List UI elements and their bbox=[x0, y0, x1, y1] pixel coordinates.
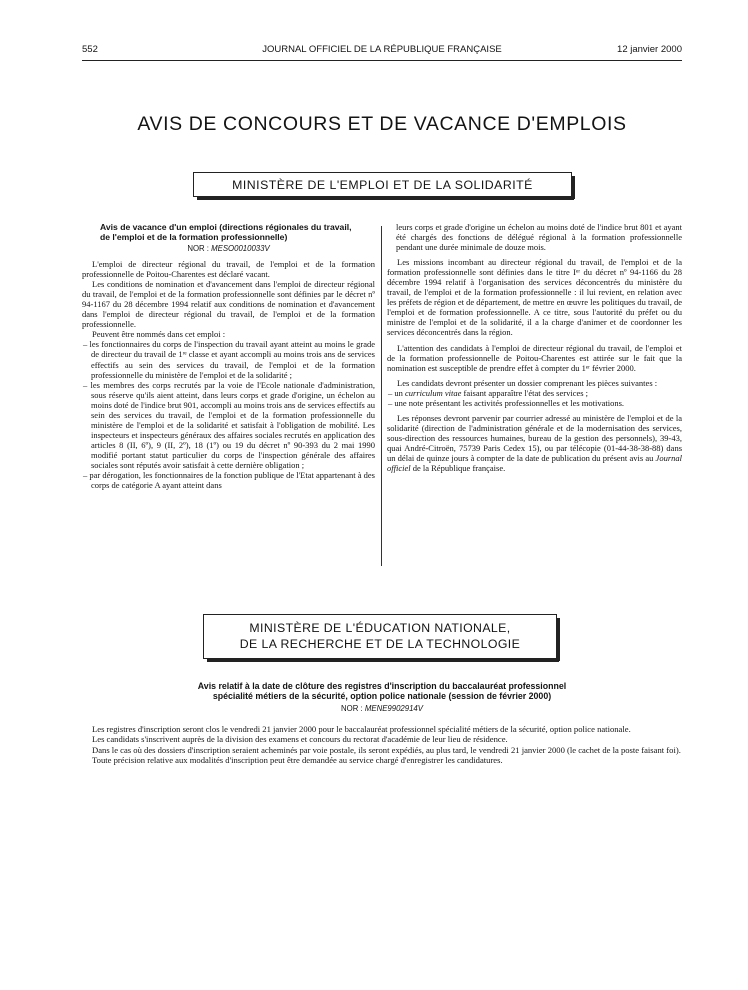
ministry-title-line: DE LA RECHERCHE ET DE LA TECHNOLOGIE bbox=[239, 637, 521, 651]
text: faisant apparaître l'état des services ; bbox=[461, 387, 589, 398]
paragraph: Dans le cas où des dossiers d'inscription seraient acheminés par voie postale, ils seront expédiés, au plus tard, le vendredi 21 janvier 2000 (le cachet de la poste faisant foi). bbox=[92, 744, 681, 755]
box-shadow-bottom bbox=[197, 197, 574, 200]
ministry-title-line: MINISTÈRE DE L'ÉDUCATION NATIONALE, bbox=[249, 621, 511, 635]
article-title-line: Avis relatif à la date de clôture des registres d'inscription du baccalauréat professionnel bbox=[197, 681, 567, 691]
text: Les réponses devront parvenir par courrier adressé au ministère de l'emploi et de la solidarité (direction de l'administration générale et de la modernisation des services, sous-direction des ressources humaines, bureau de la gestion des personnels), 39-43, quai André-Citroën, 75739 Paris Cedex 15), ou par télécopie (01-44-38-38-88) dans un délai de quinze jours à compter de la date de publication du présent avis au bbox=[387, 412, 682, 463]
article-title-line: spécialité métiers de la sécurité, option police nationale (session de février 2000) bbox=[212, 691, 552, 702]
emphasis: curriculum vitae bbox=[405, 387, 462, 398]
main-title: AVIS DE CONCOURS ET DE VACANCE D'EMPLOIS bbox=[137, 113, 627, 135]
column-divider bbox=[381, 226, 382, 566]
publication-date: 12 janvier 2000 bbox=[617, 44, 682, 55]
article-title: Avis de vacance d'un emploi (directions régionales du travail, de l'emploi et de la formation professionnelle) bbox=[100, 222, 352, 242]
nor-reference bbox=[82, 244, 375, 254]
paragraph: L'attention des candidats à l'emploi de directeur régional du travail, de l'emploi et de la formation professionnelle de Poitou-Charentes est attirée sur le fait que la nomination est susceptible de prendre effet à compter du 1ᵉʳ février 2000. bbox=[387, 342, 682, 373]
box-shadow-right bbox=[557, 618, 560, 661]
paragraph bbox=[387, 413, 682, 473]
paragraph: Toute précision relative aux modalités d'inscription peut être demandée au service chargé d'enregistrer les candidatures. bbox=[92, 755, 503, 765]
page-number: 552 bbox=[82, 44, 98, 55]
nor-label: NOR : bbox=[341, 703, 363, 713]
nor-label: NOR : bbox=[187, 244, 209, 253]
list-item: – une note présentant les activités professionnelles et les motivations. bbox=[388, 397, 625, 408]
list-item: – par dérogation, les fonctionnaires de la fonction publique de l'Etat appartenant à des corps de catégorie A ayant atteint dans bbox=[83, 470, 375, 491]
nor-code: MESO0010033V bbox=[211, 244, 270, 253]
emphasis: Journal officiel bbox=[387, 452, 682, 474]
paragraph: Les candidats s'inscrivent auprès de la division des examens et concours du rectorat d'académie de leur lieu de résidence. bbox=[92, 734, 508, 745]
list-item bbox=[387, 388, 682, 398]
ministry-box-emploi bbox=[193, 172, 572, 197]
nor-reference bbox=[82, 704, 682, 714]
page-header bbox=[82, 44, 682, 60]
text: de la République française. bbox=[410, 463, 506, 474]
box-shadow-right bbox=[572, 176, 575, 199]
paragraph: Peuvent être nommés dans cet emploi : bbox=[92, 329, 226, 340]
ministry-box-education bbox=[203, 614, 557, 659]
paragraph: L'emploi de directeur régional du travail, de l'emploi et de la formation professionnelle de Poitou-Charentes est déclaré vacant. bbox=[82, 259, 375, 280]
list-item: – les fonctionnaires du corps de l'inspection du travail ayant atteint au moins le grade de directeur du travail de 1ʳᵉ classe et ayant accompli au moins trois ans de services effectifs au sein des services du travail, de l'emploi et de la formation professionnelle du ministère de l'emploi et de la solidarité ; bbox=[83, 339, 375, 380]
paragraph: Les registres d'inscription seront clos le vendredi 21 janvier 2000 pour le baccalauréat professionnel spécialité métiers de la sécurité, option police nationale. bbox=[92, 724, 631, 735]
paragraph: Les candidats devront présenter un dossier comprenant les pièces suivantes : bbox=[397, 377, 658, 388]
ministry-title: MINISTÈRE DE L'EMPLOI ET DE LA SOLIDARITÉ bbox=[232, 178, 533, 192]
header-rule bbox=[82, 60, 682, 61]
text: – un bbox=[388, 387, 405, 398]
nor-code: MENE9902914V bbox=[364, 703, 423, 713]
box-shadow-bottom bbox=[207, 659, 559, 662]
article-left-column bbox=[82, 222, 375, 490]
article-right-column bbox=[387, 222, 682, 473]
paragraph: Les missions incombant au directeur régional du travail, de l'emploi et de la formation professionnelle sont définies dans le titre Iᵉʳ du décret nº 94-1166 du 28 décembre 1994 relatif à l'organisation des services déconcentrés du ministère du travail, de l'emploi et de la formation professionnelle : il lui revient, en relation avec les préfets de région et de département, de mettre en œuvre les politiques du travail, de l'emploi et de formation professionnelle. A ce titre, sous l'autorité du préfet ou du ministre de l'emploi et de la solidarité, il a la charge d'animer et de coordonner les services déconcentrés dans la région. bbox=[387, 257, 682, 338]
list-item: – les membres des corps recrutés par la voie de l'Ecole nationale d'administration, sous réserve qu'ils aient atteint, dans leurs corps et grade d'origine, un échelon au moins doté de l'indice brut 901, accompli au moins trois ans de services effectifs au sein des services du travail, de l'emploi et de la formation professionnelle du ministère de l'emploi et de la solidarité et satisfait à l'obligation de mobilité. Les inspecteurs et inspecteurs généraux des affaires sociales recrutés en application des articles 8 (II, 6º), 9 (II, 2º), 18 (1º) ou 19 du décret nº 90-393 du 2 mai 1990 modifié portant statut particulier du corps de l'inspection générale des affaires sociales sont réputés avoir satisfait à cette dernière obligation ; bbox=[83, 379, 375, 470]
paragraph-continuation: leurs corps et grade d'origine un échelon au moins doté de l'indice brut 801 et ayant été chargés des fonctions de délégué régional à la formation professionnelle pendant une durée minimale de douze mois. bbox=[396, 222, 682, 253]
paragraph: Les conditions de nomination et d'avancement dans l'emploi de directeur régional du travail, de l'emploi et de la formation professionnelle sont définies par le décret nº 94-1167 du 28 décembre 1994 relatif aux conditions de nomination et d'avancement dans l'emploi de directeur régional du travail, de l'emploi et de la formation professionnelle. bbox=[82, 279, 375, 330]
article-education bbox=[82, 681, 682, 765]
journal-title: JOURNAL OFFICIEL DE LA RÉPUBLIQUE FRANÇAISE bbox=[262, 44, 502, 55]
